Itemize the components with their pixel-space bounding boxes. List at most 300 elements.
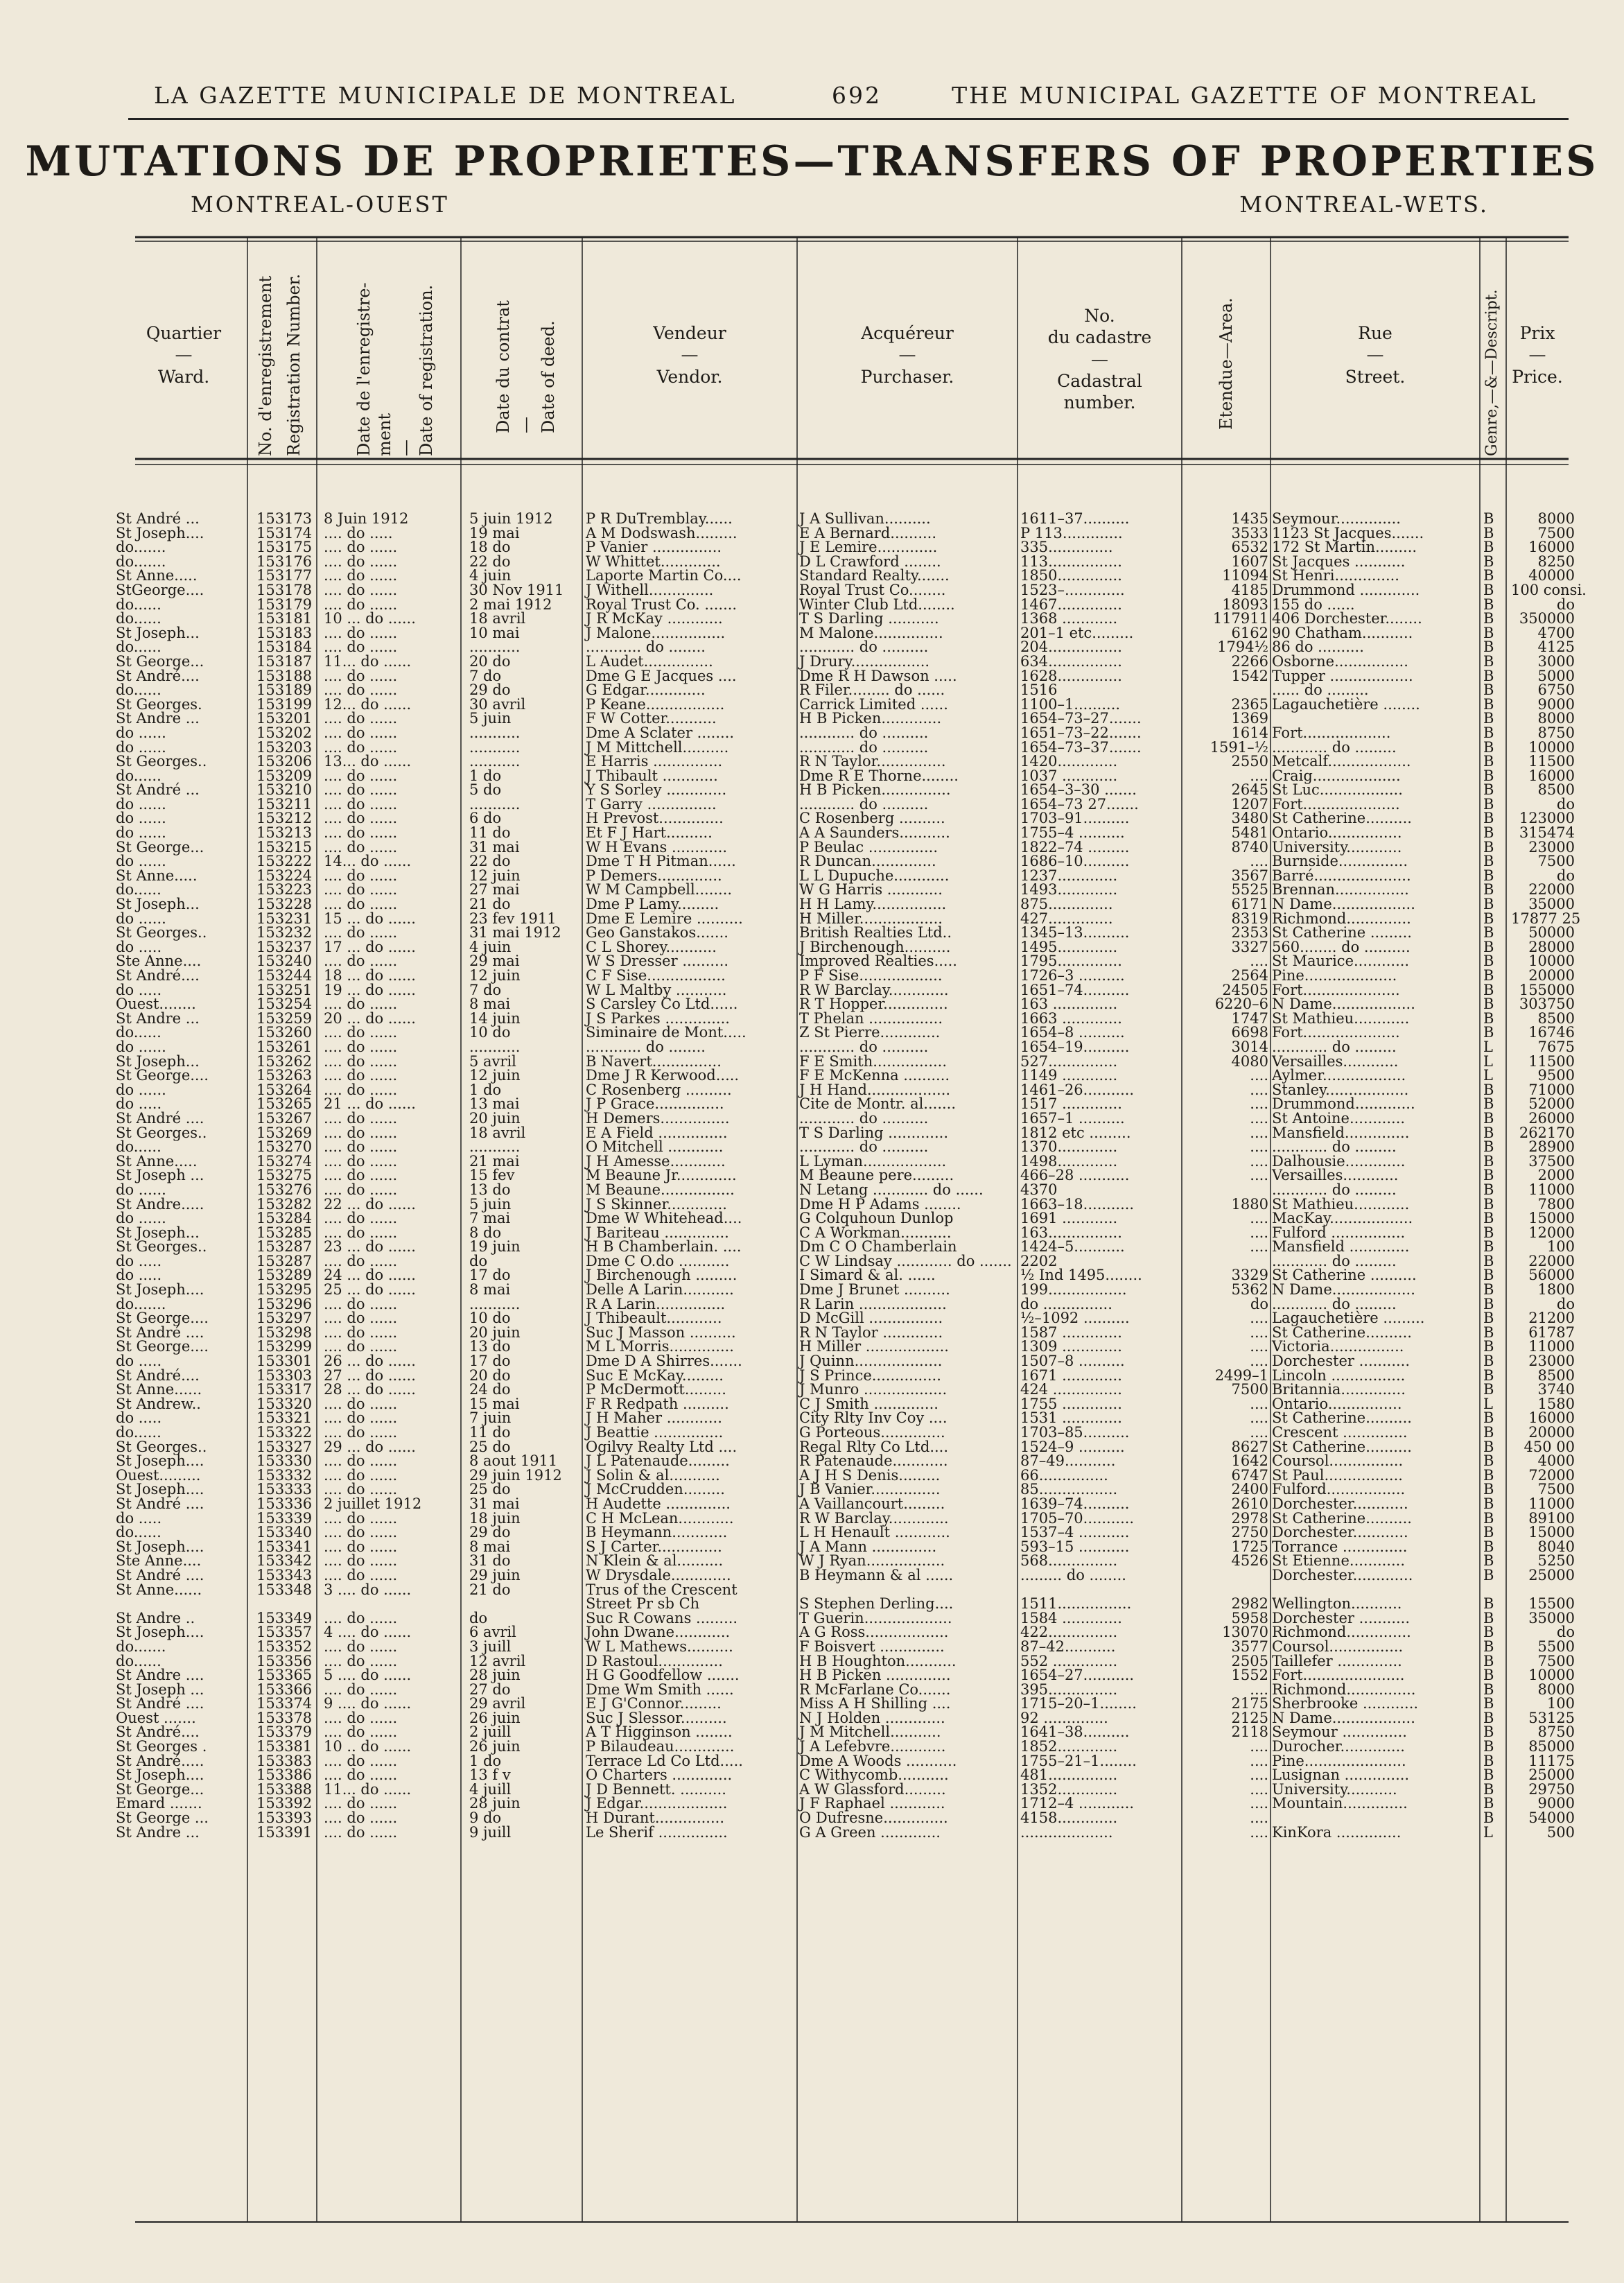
cell-area: 117911 bbox=[1212, 610, 1268, 627]
cell-area: .... bbox=[1250, 1738, 1268, 1755]
cell-purchaser: R Patenaude............ bbox=[799, 1452, 948, 1470]
cell-vendor: J Solin & al........... bbox=[586, 1466, 720, 1484]
cell-ward: St Joseph.... bbox=[116, 1281, 204, 1299]
cell-genre: B bbox=[1483, 795, 1494, 813]
cell-cadastre: ......... do ........ bbox=[1020, 1566, 1126, 1583]
cell-price: 303750 bbox=[1519, 996, 1575, 1013]
page-title: MUTATIONS DE PROPRIETES—TRANSFERS OF PROPERTIES bbox=[25, 137, 1599, 186]
cell-ward: do ..... bbox=[116, 1509, 162, 1527]
cell-vendor: F W Cotter........... bbox=[586, 710, 717, 727]
cell-reg-no: 153301 bbox=[256, 1353, 313, 1370]
cell-area: 3480 bbox=[1231, 810, 1268, 827]
cell-contract-date: 20 do bbox=[469, 652, 511, 670]
table-row bbox=[116, 1823, 1575, 1841]
cell-area: .... bbox=[1250, 1124, 1268, 1141]
cell-ward: St Anne..... bbox=[116, 567, 198, 584]
cell-ward: do ..... bbox=[116, 1409, 162, 1427]
cell-cadastre: 1345–13.......... bbox=[1020, 924, 1130, 941]
cell-area: 5958 bbox=[1231, 1609, 1268, 1626]
cell-area: 1607 bbox=[1231, 553, 1268, 570]
cell-reg-date: 26 ... do ...... bbox=[324, 1353, 416, 1370]
cell-area: 1747 bbox=[1231, 1009, 1268, 1027]
cell-purchaser: G A Green ............. bbox=[799, 1823, 941, 1841]
cell-contract-date: 5 juin bbox=[469, 710, 512, 727]
cell-ward: St Joseph... bbox=[116, 896, 200, 913]
cell-vendor: John Dwane............ bbox=[586, 1624, 731, 1641]
cell-genre: B bbox=[1483, 1124, 1494, 1141]
cell-reg-no: 153320 bbox=[256, 1395, 313, 1412]
cell-vendor: J M Mittchell.......... bbox=[586, 738, 729, 756]
cell-reg-date: .... do ...... bbox=[324, 553, 398, 570]
cell-vendor: B Navert............... bbox=[586, 1052, 722, 1070]
cell-reg-date: 21 ... do ...... bbox=[324, 1095, 416, 1113]
cell-price: 25000 bbox=[1528, 1566, 1575, 1583]
cell-reg-no: 153213 bbox=[256, 824, 313, 842]
cell-reg-no: 153349 bbox=[256, 1609, 313, 1626]
cell-cadastre: 66............... bbox=[1020, 1466, 1108, 1484]
cell-contract-date: 19 mai bbox=[469, 524, 520, 541]
cell-genre: B bbox=[1483, 1353, 1494, 1370]
cell-cadastre: 1149 ............ bbox=[1020, 1067, 1118, 1084]
cell-cadastre: 395............... bbox=[1020, 1681, 1118, 1698]
cell-vendor: P McDermott......... bbox=[586, 1381, 726, 1398]
header-rule bbox=[128, 118, 1569, 120]
cell-reg-date: .... do ...... bbox=[324, 867, 398, 884]
cell-street: Dorchester............ bbox=[1272, 1495, 1408, 1512]
table-row bbox=[116, 838, 1575, 856]
cell-genre: B bbox=[1483, 938, 1494, 955]
cell-vendor: W S Dresser .......... bbox=[586, 953, 729, 970]
cell-ward: do...... bbox=[116, 1024, 161, 1041]
cell-area: 11094 bbox=[1222, 567, 1268, 584]
cell-contract-date: 12 juin bbox=[469, 867, 521, 884]
cell-genre: B bbox=[1483, 1323, 1494, 1341]
cell-area: 3577 bbox=[1231, 1638, 1268, 1655]
cell-reg-no: 153179 bbox=[256, 596, 313, 613]
cell-reg-date: .... do ...... bbox=[324, 1481, 398, 1498]
cell-ward: St Joseph.... bbox=[116, 1452, 204, 1470]
cell-cadastre: 424 ............... bbox=[1020, 1381, 1122, 1398]
cell-vendor: Et F J Hart.......... bbox=[586, 824, 713, 842]
cell-vendor: D Rastoul.............. bbox=[586, 1652, 723, 1669]
cell-price: do bbox=[1556, 596, 1575, 613]
cell-price: 3740 bbox=[1537, 1381, 1575, 1398]
cell-purchaser: A A Saunders........... bbox=[799, 824, 950, 842]
cell-area: .... bbox=[1250, 1167, 1268, 1184]
cell-street: Lincoln ................ bbox=[1272, 1366, 1406, 1384]
cell-genre: B bbox=[1483, 639, 1494, 656]
cell-reg-date: .... do ...... bbox=[324, 924, 398, 941]
table-row bbox=[116, 1252, 1575, 1269]
cell-vendor: H Demers............... bbox=[586, 1109, 730, 1127]
cell-reg-date: .... do ...... bbox=[324, 1638, 398, 1655]
cell-reg-no: 153275 bbox=[256, 1167, 313, 1184]
cell-reg-date: .... do ...... bbox=[324, 781, 398, 799]
cell-reg-no: 153298 bbox=[256, 1323, 313, 1341]
cell-vendor: J S Parkes .............. bbox=[586, 1009, 730, 1027]
cell-genre: B bbox=[1483, 1210, 1494, 1227]
subtitle-right: MONTREAL-WETS. bbox=[1239, 191, 1489, 218]
cell-price: 12000 bbox=[1528, 1224, 1575, 1241]
cell-vendor: J Thibault ............ bbox=[586, 767, 718, 784]
cell-reg-no: 153341 bbox=[256, 1538, 313, 1555]
cell-reg-date: .... do ...... bbox=[324, 1752, 398, 1769]
cell-reg-no: 153340 bbox=[256, 1524, 313, 1541]
table-row bbox=[116, 1780, 1575, 1798]
cell-contract-date: 30 Nov 1911 bbox=[469, 581, 564, 598]
cell-vendor: J P Grace............... bbox=[586, 1095, 724, 1113]
cell-contract-date: 20 juin bbox=[469, 1109, 521, 1127]
table-row bbox=[116, 1524, 1575, 1541]
cell-cadastre: 1654–73–27....... bbox=[1020, 710, 1142, 727]
cell-ward: St Andre ... bbox=[116, 1009, 200, 1027]
cell-contract-date: 7 mai bbox=[469, 1210, 511, 1227]
cell-cadastre: 1639–74.......... bbox=[1020, 1495, 1130, 1512]
cell-contract-date: 10 do bbox=[469, 1024, 511, 1041]
cell-contract-date: 18 avril bbox=[469, 1124, 526, 1141]
cell-reg-no: 153378 bbox=[256, 1709, 313, 1726]
cell-genre: B bbox=[1483, 1681, 1494, 1698]
cell-purchaser: Standard Realty....... bbox=[799, 567, 950, 584]
cell-contract-date: ........... bbox=[469, 1138, 521, 1156]
cell-area: .... bbox=[1250, 1424, 1268, 1441]
cell-ward: St Andre .. bbox=[116, 1609, 195, 1626]
cell-reg-date: 28 ... do ...... bbox=[324, 1381, 416, 1398]
cell-reg-no: 153285 bbox=[256, 1224, 313, 1241]
cell-genre: B bbox=[1483, 824, 1494, 842]
cell-area: .... bbox=[1250, 1409, 1268, 1427]
cell-reg-date: .... do ...... bbox=[324, 738, 398, 756]
table-row bbox=[116, 953, 1575, 970]
cell-reg-no: 153284 bbox=[256, 1210, 313, 1227]
cell-vendor: Terrace Ld Co Ltd..... bbox=[586, 1752, 743, 1769]
cell-street: St Catherine.......... bbox=[1272, 1409, 1412, 1427]
cell-area: 1614 bbox=[1231, 724, 1268, 741]
cell-reg-date: .... do ...... bbox=[324, 1823, 398, 1841]
cell-area: 8627 bbox=[1231, 1438, 1268, 1455]
cell-ward: St Georges.. bbox=[116, 1238, 207, 1256]
cell-reg-no: 153199 bbox=[256, 695, 313, 713]
cell-cadastre: 1370............. bbox=[1020, 1138, 1118, 1156]
cell-cadastre: 568............... bbox=[1020, 1552, 1118, 1570]
cell-cadastre: 1850.............. bbox=[1020, 567, 1122, 584]
cell-reg-date: .... do ...... bbox=[324, 1566, 398, 1583]
cell-street: 90 Chatham........... bbox=[1272, 624, 1413, 641]
cell-area: .... bbox=[1250, 1795, 1268, 1812]
cell-genre: B bbox=[1483, 881, 1494, 899]
cell-contract-date: do bbox=[469, 1609, 488, 1626]
cell-vendor: Suc J Slessor.......... bbox=[586, 1709, 727, 1726]
cell-vendor: W M Campbell........ bbox=[586, 881, 733, 899]
cell-reg-date: 23 ... do ...... bbox=[324, 1238, 416, 1256]
cell-ward: Ouest......... bbox=[116, 1466, 201, 1484]
cell-cadastre: 422............... bbox=[1020, 1624, 1118, 1641]
cell-reg-date: .... do ...... bbox=[324, 1809, 398, 1827]
cell-ward: do...... bbox=[116, 1524, 161, 1541]
cell-purchaser: F Boisvert .............. bbox=[799, 1638, 945, 1655]
cell-reg-no: 153176 bbox=[256, 553, 313, 570]
cell-ward: St André.... bbox=[116, 667, 200, 684]
cell-price: 4000 bbox=[1537, 1452, 1575, 1470]
cell-street: St Henri.............. bbox=[1272, 567, 1399, 584]
cell-vendor: O Mitchell ............ bbox=[586, 1138, 724, 1156]
cell-purchaser: J Birchenough.......... bbox=[799, 938, 951, 955]
cell-price: 9000 bbox=[1537, 1795, 1575, 1812]
table-row bbox=[116, 1353, 1575, 1370]
cell-genre: B bbox=[1483, 1024, 1494, 1041]
cell-reg-no: 153251 bbox=[256, 981, 313, 998]
table-row bbox=[116, 1124, 1575, 1141]
cell-cadastre: 1495............. bbox=[1020, 938, 1118, 955]
cell-ward: St André .... bbox=[116, 1109, 204, 1127]
cell-vendor: J Thibeault............ bbox=[586, 1310, 722, 1327]
cell-purchaser: City Rlty Inv Coy .... bbox=[799, 1409, 948, 1427]
cell-cadastre: 1237............. bbox=[1020, 867, 1118, 884]
cell-area: 6171 bbox=[1231, 896, 1268, 913]
cell-street: 86 do .......... bbox=[1272, 639, 1364, 656]
cell-reg-no: 153267 bbox=[256, 1109, 313, 1127]
cell-street: ............ do ......... bbox=[1272, 1252, 1397, 1269]
cell-vendor: S Carsley Co Ltd...... bbox=[586, 996, 738, 1013]
table-row bbox=[116, 695, 1575, 713]
cell-area: 4185 bbox=[1231, 581, 1268, 598]
cell-area: 6747 bbox=[1231, 1466, 1268, 1484]
cell-area: .... bbox=[1250, 1081, 1268, 1098]
cell-ward: St Anne..... bbox=[116, 867, 198, 884]
col-header-genre: Genre,—&—Descript. bbox=[1483, 289, 1501, 456]
cell-contract-date: 29 mai bbox=[469, 953, 520, 970]
cell-vendor: C Rosenberg .......... bbox=[586, 1081, 732, 1098]
cell-purchaser: O Dufresne.............. bbox=[799, 1809, 948, 1827]
cell-contract-date: 8 mai bbox=[469, 996, 511, 1013]
cell-reg-no: 153261 bbox=[256, 1038, 313, 1055]
cell-ward: do ...... bbox=[116, 824, 166, 842]
cell-reg-no: 153237 bbox=[256, 938, 313, 955]
cell-genre: B bbox=[1483, 853, 1494, 870]
cell-reg-date: .... do ...... bbox=[324, 539, 398, 556]
cell-ward: do ...... bbox=[116, 1081, 166, 1098]
cell-genre: B bbox=[1483, 967, 1494, 984]
cell-cadastre: 4158............. bbox=[1020, 1809, 1118, 1827]
cell-street: Stanley.................. bbox=[1272, 1081, 1409, 1098]
cell-reg-no: 153287 bbox=[256, 1238, 313, 1256]
cell-reg-date: .... do ...... bbox=[324, 1652, 398, 1669]
cell-price: 5500 bbox=[1537, 1638, 1575, 1655]
cell-ward: do ...... bbox=[116, 810, 166, 827]
cell-purchaser: W J Ryan................. bbox=[799, 1552, 945, 1570]
cell-purchaser: J S Prince............... bbox=[799, 1366, 941, 1384]
cell-purchaser: L Lyman.................. bbox=[799, 1152, 947, 1170]
table-row bbox=[116, 639, 1575, 656]
cell-vendor: Dme A Sclater ........ bbox=[586, 724, 735, 741]
cell-ward: St Joseph.... bbox=[116, 1624, 204, 1641]
cell-contract-date: 21 mai bbox=[469, 1152, 520, 1170]
cell-purchaser: D McGill ................ bbox=[799, 1310, 943, 1327]
table-row bbox=[116, 1552, 1575, 1570]
cell-reg-date: 8 Juin 1912 bbox=[324, 510, 409, 527]
table-row bbox=[116, 824, 1575, 842]
col-header-purchaser: Acquéreur — Purchaser. bbox=[860, 323, 954, 387]
cell-ward: St Georges.. bbox=[116, 753, 207, 770]
cell-contract-date: 2 mai 1912 bbox=[469, 596, 552, 613]
cell-area: 7500 bbox=[1231, 1381, 1268, 1398]
cell-price: 35000 bbox=[1528, 1609, 1575, 1626]
cell-vendor: ............ do ........ bbox=[586, 1038, 706, 1055]
table-row bbox=[116, 981, 1575, 998]
cell-vendor: J McCrudden......... bbox=[586, 1481, 725, 1498]
cell-vendor: P Vanier ............... bbox=[586, 539, 722, 556]
cell-reg-no: 153215 bbox=[256, 838, 313, 856]
cell-vendor: H Prevost.............. bbox=[586, 810, 724, 827]
cell-reg-no: 153327 bbox=[256, 1438, 313, 1455]
cell-contract-date: 9 do bbox=[469, 1809, 502, 1827]
cell-purchaser: A Vaillancourt......... bbox=[799, 1495, 945, 1512]
cell-reg-date: .... do ...... bbox=[324, 1509, 398, 1527]
cell-cadastre: 1516 bbox=[1020, 682, 1058, 699]
cell-area: 8319 bbox=[1231, 910, 1268, 927]
cell-genre: B bbox=[1483, 1310, 1494, 1327]
cell-purchaser: F E McKenna .......... bbox=[799, 1067, 950, 1084]
cell-ward: St André .... bbox=[116, 1495, 204, 1512]
cell-purchaser: Royal Trust Co........ bbox=[799, 581, 946, 598]
cell-street: Osborne................ bbox=[1272, 652, 1408, 670]
cell-price: 8750 bbox=[1537, 1724, 1575, 1741]
cell-street: Lusignan .............. bbox=[1272, 1766, 1410, 1784]
cell-cadastre: 1654–19.......... bbox=[1020, 1038, 1130, 1055]
cell-reg-no: 153184 bbox=[256, 639, 313, 656]
cell-area: 3567 bbox=[1231, 867, 1268, 884]
cell-purchaser: Dme H P Adams ........ bbox=[799, 1195, 961, 1213]
cell-purchaser: A G Ross.................. bbox=[799, 1624, 949, 1641]
cell-contract-date: 27 mai bbox=[469, 881, 520, 899]
cell-cadastre: 1703–85.......... bbox=[1020, 1424, 1130, 1441]
table-row bbox=[116, 1695, 1575, 1712]
table-row bbox=[116, 1052, 1575, 1070]
cell-ward: St Andre ... bbox=[116, 1823, 200, 1841]
cell-contract-date: 15 fev bbox=[469, 1167, 515, 1184]
cell-purchaser: C Rosenberg .......... bbox=[799, 810, 945, 827]
cell-purchaser: N J Holden ............. bbox=[799, 1709, 945, 1726]
cell-vendor: C L Shorey........... bbox=[586, 938, 717, 955]
cell-ward: do....... bbox=[116, 1295, 166, 1312]
cell-area: 1207 bbox=[1231, 795, 1268, 813]
cell-reg-no: 153228 bbox=[256, 896, 313, 913]
cell-purchaser: R Filer......... do ...... bbox=[799, 682, 945, 699]
page-number: 692 bbox=[832, 82, 882, 109]
cell-area: 3327 bbox=[1231, 938, 1268, 955]
cell-cadastre: 1715–20–1........ bbox=[1020, 1695, 1137, 1712]
cell-vendor: J Malone................ bbox=[586, 624, 726, 641]
cell-ward: do ..... bbox=[116, 1267, 162, 1284]
cell-ward: St George... bbox=[116, 1780, 204, 1798]
cell-genre: B bbox=[1483, 1509, 1494, 1527]
cell-area: .... bbox=[1250, 1152, 1268, 1170]
table-row bbox=[116, 896, 1575, 913]
cell-reg-no: 153210 bbox=[256, 781, 313, 799]
cell-price: 23000 bbox=[1528, 1353, 1575, 1370]
cell-price: 25000 bbox=[1528, 1766, 1575, 1784]
cell-cadastre: 1654–27........... bbox=[1020, 1667, 1135, 1684]
cell-price: 350000 bbox=[1519, 610, 1575, 627]
cell-genre: B bbox=[1483, 524, 1494, 541]
cell-contract-date: 19 juin bbox=[469, 1238, 521, 1256]
cell-ward: St George... bbox=[116, 838, 204, 856]
cell-ward: St Anne..... bbox=[116, 1152, 198, 1170]
cell-area: 2550 bbox=[1231, 753, 1268, 770]
cell-genre: B bbox=[1483, 724, 1494, 741]
table-row bbox=[116, 1323, 1575, 1341]
cell-vendor: Ogilvy Realty Ltd .... bbox=[586, 1438, 737, 1455]
cell-purchaser: R N Taylor ............. bbox=[799, 1323, 943, 1341]
cell-area: 1725 bbox=[1231, 1538, 1268, 1555]
cell-ward: do ...... bbox=[116, 910, 166, 927]
cell-cadastre: 1537–4 ........... bbox=[1020, 1524, 1130, 1541]
cell-reg-no: 153265 bbox=[256, 1095, 313, 1113]
cell-reg-no: 153174 bbox=[256, 524, 313, 541]
cell-reg-no: 153178 bbox=[256, 581, 313, 598]
table-row bbox=[116, 753, 1575, 770]
cell-purchaser: H B Picken............. bbox=[799, 710, 942, 727]
cell-cadastre: 87–49........... bbox=[1020, 1452, 1116, 1470]
cell-purchaser: R Duncan.............. bbox=[799, 853, 936, 870]
cell-street: 560........ do .......... bbox=[1272, 938, 1411, 955]
cell-reg-date: .... do ...... bbox=[324, 1081, 398, 1098]
cell-ward: St Joseph.... bbox=[116, 1538, 204, 1555]
table-body bbox=[116, 510, 1587, 1841]
cell-price: 56000 bbox=[1528, 1267, 1575, 1284]
cell-genre: B bbox=[1483, 1724, 1494, 1741]
cell-purchaser: L L Dupuche............ bbox=[799, 867, 950, 884]
cell-vendor: Dme W Whitehead.... bbox=[586, 1210, 742, 1227]
cell-price: 7500 bbox=[1537, 1481, 1575, 1498]
cell-contract-date: 29 do bbox=[469, 1524, 511, 1541]
cell-reg-date: 2 juillet 1912 bbox=[324, 1495, 422, 1512]
table-row bbox=[116, 581, 1587, 598]
cell-ward: do ...... bbox=[116, 738, 166, 756]
table-row bbox=[116, 1181, 1575, 1198]
cell-street: Durocher.............. bbox=[1272, 1738, 1405, 1755]
cell-area: 2610 bbox=[1231, 1495, 1268, 1512]
cell-genre: B bbox=[1483, 1524, 1494, 1541]
cell-street: Dorchester............. bbox=[1272, 1566, 1413, 1583]
cell-street: ............ do ......... bbox=[1272, 1038, 1397, 1055]
cell-reg-no: 153260 bbox=[256, 1024, 313, 1041]
cell-reg-date: .... do ...... bbox=[324, 1409, 398, 1427]
cell-reg-date: .... do ...... bbox=[324, 1109, 398, 1127]
cell-contract-date: 13 mai bbox=[469, 1095, 520, 1113]
table-row bbox=[116, 1224, 1575, 1241]
cell-price: 16000 bbox=[1528, 1409, 1575, 1427]
cell-area: 2564 bbox=[1231, 967, 1268, 984]
cell-street: Crescent .............. bbox=[1272, 1424, 1408, 1441]
cell-reg-no: 153289 bbox=[256, 1267, 313, 1284]
cell-price: 40000 bbox=[1528, 567, 1575, 584]
cell-vendor: Dme T H Pitman...... bbox=[586, 853, 736, 870]
cell-purchaser: G Colquhoun Dunlop bbox=[799, 1210, 954, 1227]
cell-area: .... bbox=[1250, 1310, 1268, 1327]
cell-vendor: J H Amesse............ bbox=[586, 1152, 726, 1170]
cell-cadastre: 1352............. bbox=[1020, 1780, 1118, 1798]
col-header-area: Etendue—Area. bbox=[1216, 297, 1236, 430]
cell-area: 3014 bbox=[1231, 1038, 1268, 1055]
cell-cadastre: 335.............. bbox=[1020, 539, 1113, 556]
cell-genre: B bbox=[1483, 1766, 1494, 1784]
cell-reg-no: 153322 bbox=[256, 1424, 313, 1441]
table-row bbox=[116, 1409, 1575, 1427]
cell-ward: St André ... bbox=[116, 781, 200, 799]
table-row bbox=[116, 1095, 1575, 1113]
cell-price: 9000 bbox=[1537, 695, 1575, 713]
